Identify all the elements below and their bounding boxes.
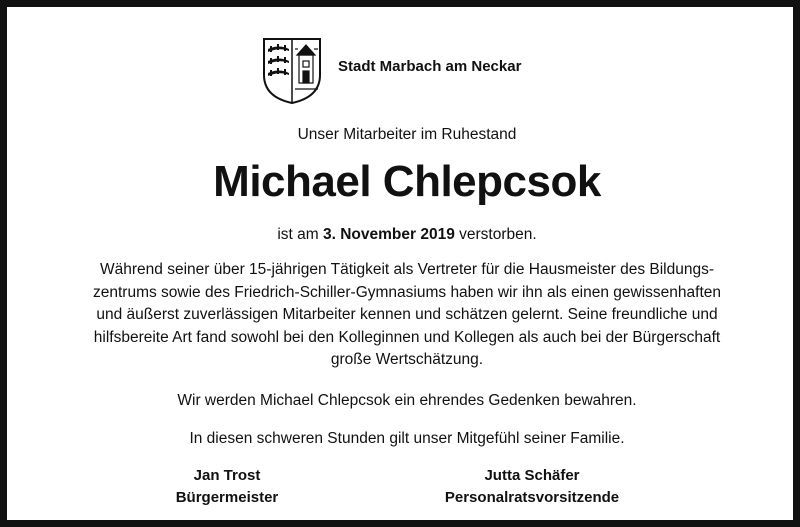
death-date: 3. November 2019 (322, 226, 455, 243)
signature-name: Jan Trost (193, 467, 261, 484)
tribute-line: hilfsbereite Art fand sowohl bei den Kolleginnen und Kollegen als auch bei der Bürgerschaft (93, 328, 721, 346)
signature-staff-council (407, 465, 657, 509)
death-suffix: verstorben. (459, 226, 537, 243)
death-prefix: ist am (277, 226, 319, 243)
deceased-name: Michael Chlepcsok (213, 157, 601, 206)
death-date-line (7, 226, 800, 244)
tribute-paragraph (47, 259, 767, 372)
signature-role: Bürgermeister (175, 489, 279, 506)
organization-name: Stadt Marbach am Neckar (338, 58, 522, 75)
coat-of-arms-icon (262, 37, 322, 105)
signature-name: Jutta Schäfer (484, 467, 580, 484)
tribute-line: große Wertschätzung. (330, 351, 484, 368)
signature-role: Personalratsvorsitzende (444, 489, 620, 506)
sympathy-line: In diesen schweren Stunden gilt unser Mitgefühl seiner Familie. (189, 430, 625, 447)
signature-mayor (137, 465, 317, 509)
tribute-line: Während seiner über 15-jährigen Tätigkeit als Vertreter für die Hausmeister des Bildungs- (100, 261, 714, 278)
tribute-line: und äußerst zuverlässigen Mitarbeiter kennen und schätzen gelernt. Seine freundliche und (96, 306, 718, 323)
tribute-line: zentrums sowie des Friedrich-Schiller-Gymnasiums haben wir ihn als einen gewissenhaften (92, 283, 722, 301)
intro-line: Unser Mitarbeiter im Ruhestand (297, 126, 517, 143)
memory-line: Wir werden Michael Chlepcsok ein ehrendes Gedenken bewahren. (177, 392, 637, 409)
